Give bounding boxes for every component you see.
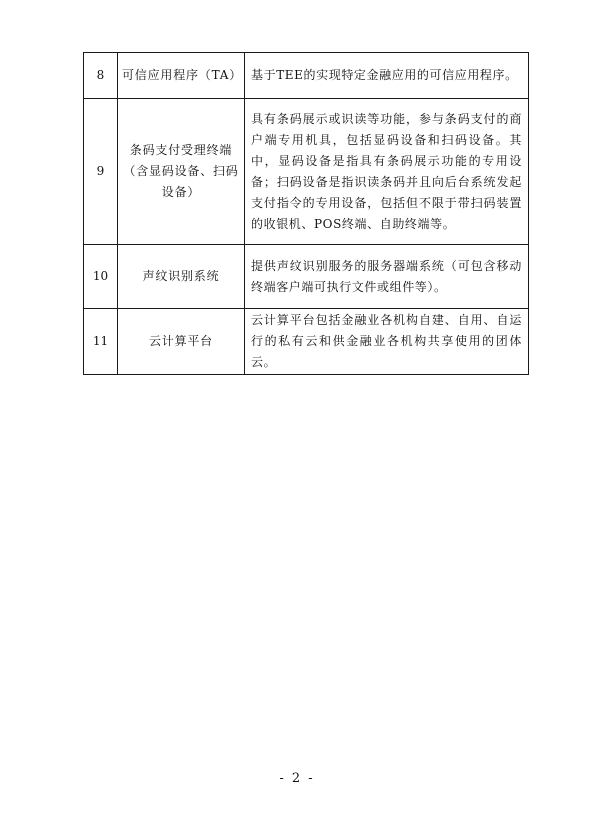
definition-cell: 提供声纹识别服务的服务器端系统（可包含移动终端客户端可执行文件或组件等）。: [245, 245, 529, 309]
term-text: 条码支付受理终端（含显码设备、扫码设备）: [123, 143, 239, 199]
table-row: [84, 53, 529, 99]
term-cell: [118, 245, 245, 309]
row-number: 8: [84, 53, 118, 99]
table-row: [84, 99, 529, 245]
page-number: - 2 -: [279, 771, 315, 786]
row-number: 11: [84, 309, 118, 375]
definition-cell: 云计算平台包括金融业各机构自建、自用、自运行的私有云和供金融业各机构共享使用的团体云。: [245, 309, 529, 375]
term-text: 声纹识别系统: [142, 269, 220, 283]
term-text: 可信应用程序（TA）: [122, 68, 243, 82]
definition-cell: 具有条码展示或识读等功能，参与条码支付的商户端专用机具，包括显码设备和扫码设备。其中，显码设备是指具有条码展示功能的专用设备；扫码设备是指识读条码并且向后台系统发起支付指令的专用设备，包括但不限于带扫码装置的收银机、POS终端、自助终端等。: [245, 99, 529, 245]
term-cell: [118, 309, 245, 375]
term-cell: [118, 99, 245, 245]
definitions-table: [83, 52, 529, 375]
row-number: 10: [84, 245, 118, 309]
definition-cell: 基于TEE的实现特定金融应用的可信应用程序。: [245, 53, 529, 99]
table-row: [84, 245, 529, 309]
table-row: [84, 309, 529, 375]
term-cell: [118, 53, 245, 99]
row-number: 9: [84, 99, 118, 245]
term-text: 云计算平台: [148, 334, 213, 348]
